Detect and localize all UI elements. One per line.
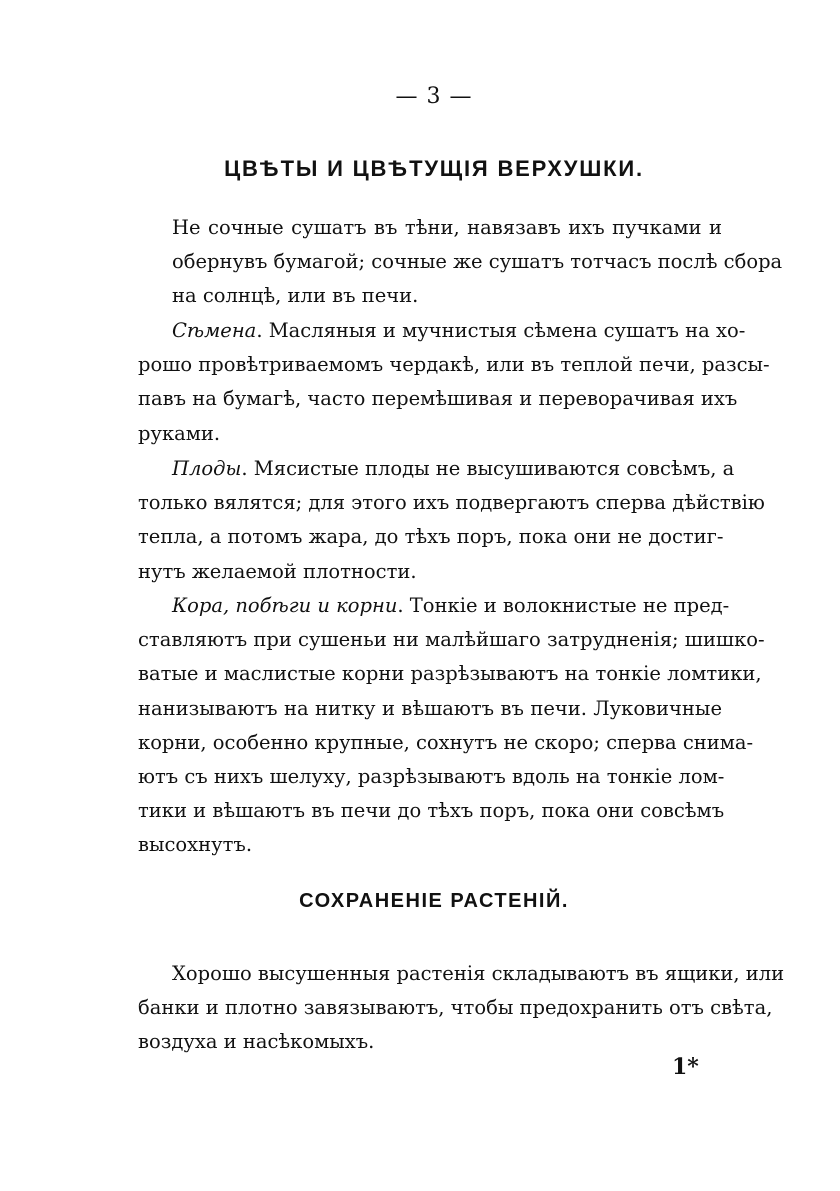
text-line: павъ на бумагѣ, часто перемѣшивая и переворачивая ихъ: [138, 387, 738, 411]
text-line: рошо провѣтриваемомъ чердакѣ, или въ теплой печи, разсы-: [138, 353, 770, 377]
page-number: — 3 —: [395, 84, 473, 109]
text-line: только вялятся; для этого ихъ подвергаютъ сперва дѣйствію: [138, 491, 765, 515]
section-heading-preservation: СОХРАНЕНІЕ РАСТЕНІЙ.: [299, 890, 569, 912]
term-bark-roots: Кора, побѣги и корни: [172, 594, 398, 617]
text-line: тики и вѣшаютъ въ печи до тѣхъ поръ, пока они совсѣмъ: [138, 799, 725, 823]
text-line-rest: . Тонкіе и волокнистые не пред-: [397, 594, 730, 617]
signature-mark: 1*: [672, 1054, 699, 1080]
section-heading-flowers: ЦВѢТЫ И ЦВѢТУЩІЯ ВЕРХУШКИ.: [224, 156, 644, 181]
text-line-rest: . Масляныя и мучнистыя сѣмена сушатъ на хо-: [256, 319, 746, 342]
text-line: обернувъ бумагой; сочные же сушатъ тотчасъ послѣ сбора: [172, 250, 783, 274]
term-seeds: Сѣмена: [172, 319, 257, 342]
paragraph-bark-roots: [138, 589, 765, 863]
text-line: воздуха и насѣкомыхъ.: [138, 1030, 375, 1054]
paragraph-flowers: [172, 211, 783, 314]
text-line: ставляютъ при сушеньи ни малѣйшаго затрудненія; шишко-: [138, 628, 765, 652]
text-line: на солнцѣ, или въ печи.: [172, 284, 419, 308]
paragraph-seeds: [138, 314, 770, 451]
paragraph-preservation: [138, 957, 785, 1060]
text-line: Хорошо высушенныя растенія складываютъ въ ящики, или: [172, 962, 785, 985]
text-line: нанизываютъ на нитку и вѣшаютъ въ печи. Луковичные: [138, 696, 722, 720]
text-line-first: [138, 452, 735, 486]
text-line: ютъ съ нихъ шелуху, разрѣзываютъ вдоль на тонкіе лом-: [138, 765, 725, 789]
text-line: руками.: [138, 421, 221, 445]
paragraph-fruits: [138, 452, 765, 589]
text-line-first: [138, 314, 746, 348]
text-line: банки и плотно завязываютъ, чтобы предохранить отъ свѣта,: [138, 996, 773, 1020]
text-line-first: [138, 589, 730, 623]
text-line: корни, особенно крупные, сохнутъ не скоро; сперва снима-: [138, 730, 754, 754]
text-line: высохнутъ.: [138, 833, 253, 857]
text-line: тепла, а потомъ жара, до тѣхъ поръ, пока они не достиг-: [138, 525, 724, 549]
text-line-rest: . Мясистые плоды не высушиваются совсѣмъ, а: [241, 457, 735, 480]
text-line: ватые и маслистые корни разрѣзываютъ на тонкіе ломтики,: [138, 662, 762, 686]
term-fruits: Плоды: [172, 457, 242, 480]
text-line: Не сочные сушатъ въ тѣни, навязавъ ихъ пучками и: [172, 216, 722, 239]
text-line: нутъ желаемой плотности.: [138, 559, 417, 583]
